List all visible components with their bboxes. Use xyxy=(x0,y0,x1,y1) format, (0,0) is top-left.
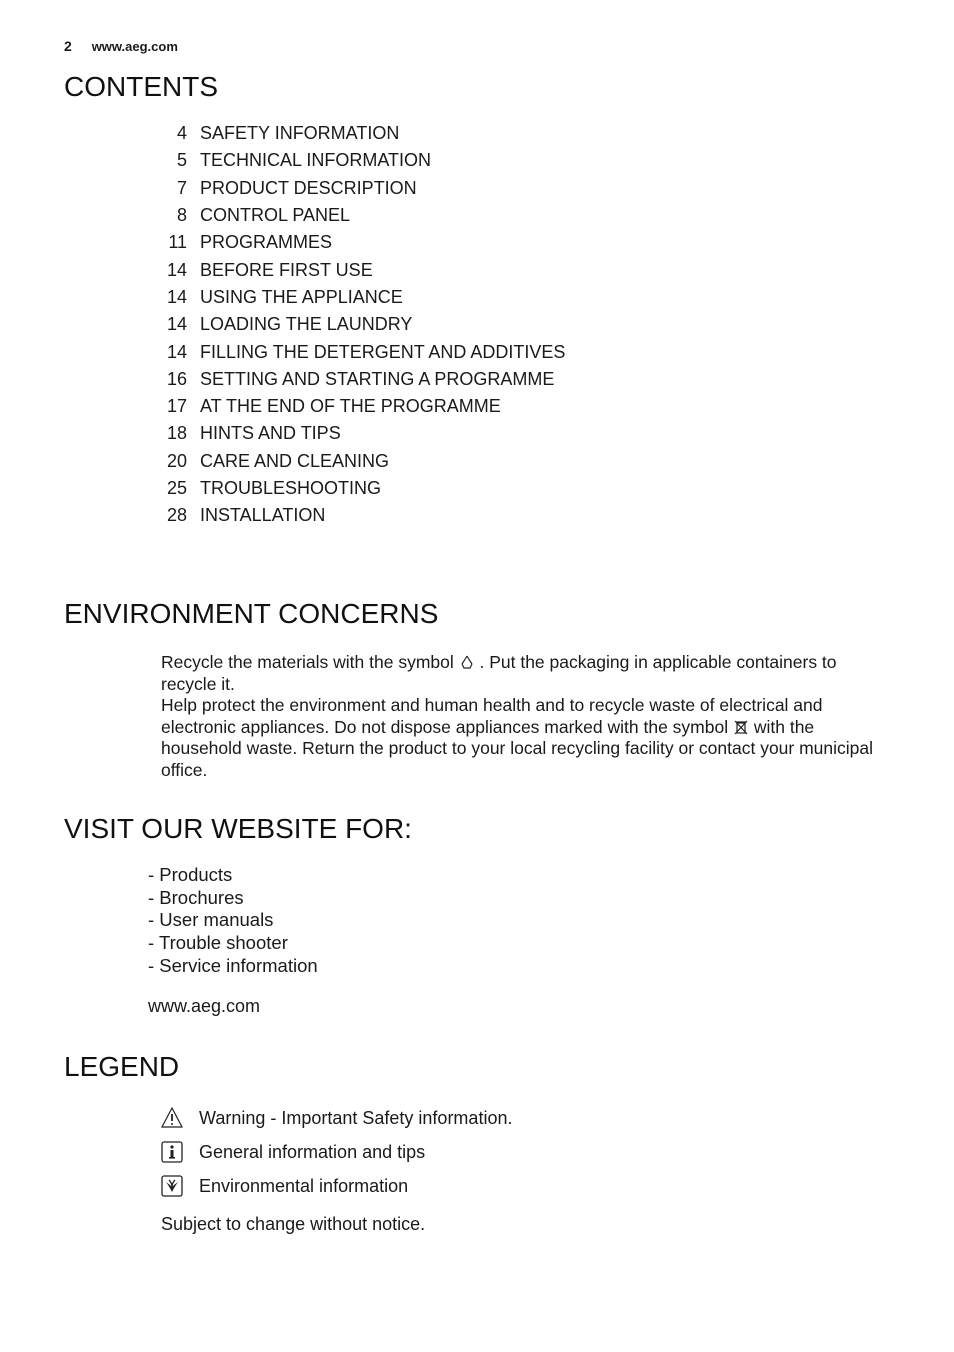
legend-item xyxy=(160,1169,512,1203)
list-item: - Service information xyxy=(148,954,318,976)
toc-title: TROUBLESHOOTING xyxy=(200,478,382,498)
toc-title: SAFETY INFORMATION xyxy=(200,123,400,144)
legend-text: Environmental information xyxy=(199,1175,409,1196)
list-item: - Brochures xyxy=(148,886,244,908)
toc-title: AT THE END OF THE PROGRAMME xyxy=(200,396,501,417)
toc-title: USING THE APPLIANCE xyxy=(200,286,403,307)
visit-list xyxy=(148,864,318,978)
legend xyxy=(160,1101,512,1203)
text: Recycle the materials with the symbol xyxy=(161,652,459,672)
notice-text: Subject to change without notice. xyxy=(161,1214,426,1234)
legend-heading: LEGEND xyxy=(64,1051,180,1082)
toc-page: 14 xyxy=(166,259,187,280)
toc-title: INSTALLATION xyxy=(200,505,326,526)
toc-page: 14 xyxy=(166,314,187,335)
page-number: 2 xyxy=(64,38,72,54)
toc-title: PROGRAMMES xyxy=(200,232,333,253)
warning-icon xyxy=(160,1106,184,1130)
contents-heading: CONTENTS xyxy=(64,71,218,102)
toc-item[interactable] xyxy=(150,366,750,393)
toc-item[interactable] xyxy=(150,147,750,174)
header-url[interactable]: www.aeg.com xyxy=(91,39,178,54)
list-item: - Trouble shooter xyxy=(148,932,288,954)
toc-page: 17 xyxy=(166,396,187,417)
toc-item[interactable] xyxy=(150,393,750,420)
text: . Put the packaging in applicable containers to recycle it. xyxy=(161,652,837,694)
environment-paragraph-1 xyxy=(161,652,891,695)
visit-heading: VISIT OUR WEBSITE FOR: xyxy=(64,813,412,844)
toc-title: CONTROL PANEL xyxy=(200,205,351,226)
list-item: - Products xyxy=(148,864,233,885)
legend-text: General information and tips xyxy=(199,1141,426,1162)
info-icon xyxy=(160,1140,184,1164)
toc-title: HINTS AND TIPS xyxy=(200,423,341,444)
environment-paragraph-2 xyxy=(161,695,891,781)
toc-item[interactable] xyxy=(150,338,750,365)
toc-page: 5 xyxy=(176,150,187,171)
toc-title: LOADING THE LAUNDRY xyxy=(200,314,413,335)
toc-page: 8 xyxy=(176,205,187,226)
toc-title: BEFORE FIRST USE xyxy=(200,259,373,280)
toc-item[interactable] xyxy=(150,311,750,338)
toc-page: 18 xyxy=(166,423,187,444)
toc-page: 20 xyxy=(166,450,187,471)
environment-heading: ENVIRONMENT CONCERNS xyxy=(64,598,439,629)
toc-item[interactable] xyxy=(150,475,750,502)
toc-page: 14 xyxy=(166,286,187,307)
toc-item[interactable] xyxy=(150,175,750,202)
page-header xyxy=(64,38,178,54)
toc-item[interactable] xyxy=(150,284,750,311)
crossed-bin-icon xyxy=(733,719,749,735)
toc-item[interactable] xyxy=(150,229,750,256)
toc-page: 16 xyxy=(166,368,187,389)
environment-text xyxy=(161,652,891,782)
list-item: - User manuals xyxy=(148,909,274,931)
toc-title: CARE AND CLEANING xyxy=(200,450,390,471)
toc-page: 4 xyxy=(176,123,187,144)
toc-page: 14 xyxy=(166,341,187,362)
toc-item[interactable] xyxy=(150,420,750,447)
text: Help protect the environment and human health and to recycle waste of electrical and electronic appliances. Do not dispose appliances marked with the symbol xyxy=(161,695,823,737)
toc-title: FILLING THE DETERGENT AND ADDITIVES xyxy=(200,341,566,362)
toc-item[interactable] xyxy=(150,120,750,147)
legend-text: Warning - Important Safety information. xyxy=(199,1107,513,1128)
table-of-contents xyxy=(150,120,750,529)
toc-item[interactable] xyxy=(150,202,750,229)
toc-item[interactable] xyxy=(150,502,750,529)
environment-icon xyxy=(160,1174,184,1198)
text: with the household waste. Return the product to your local recycling facility or contact your municipal office. xyxy=(161,716,874,780)
recycle-icon xyxy=(459,654,475,670)
toc-title: SETTING AND STARTING A PROGRAMME xyxy=(200,368,555,389)
legend-item xyxy=(160,1135,512,1169)
toc-item[interactable] xyxy=(150,256,750,283)
toc-title: TECHNICAL INFORMATION xyxy=(200,150,432,171)
toc-item[interactable] xyxy=(150,448,750,475)
legend-item xyxy=(160,1101,512,1135)
toc-page: 7 xyxy=(176,177,187,198)
toc-page: 25 xyxy=(166,478,187,498)
website-link[interactable]: www.aeg.com xyxy=(148,996,261,1016)
toc-title: PRODUCT DESCRIPTION xyxy=(200,177,417,198)
toc-page: 28 xyxy=(166,505,187,526)
toc-page: 11 xyxy=(168,232,187,253)
